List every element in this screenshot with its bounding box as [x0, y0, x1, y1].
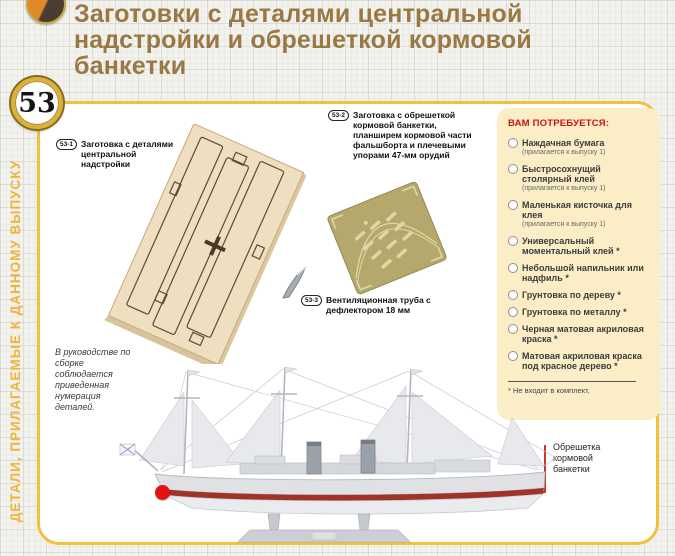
part-label-text: Заготовка с обрешеткой кормовой банкетки, планширем кормовой части фальшборта и плечевыми упорами 47-мм орудий: [353, 110, 472, 160]
part-label-text: Вентиляционная труба с дефлектором 18 мм: [326, 295, 431, 315]
page-title: [74, 1, 634, 79]
sidebar-vertical-label: ДЕТАЛИ, ПРИЛАГАЕМЫЕ К ДАННОМУ ВЫПУСКУ: [8, 159, 23, 523]
numbering-note: В руководстве по сборке соблюдается приведенная нумерация деталей.: [55, 347, 131, 412]
part-label-53-3: [301, 295, 436, 315]
circle-bullet-icon: [508, 290, 518, 300]
brass-sheet: [327, 182, 447, 295]
requirement-name: Черная матовая акриловая краска *: [522, 324, 644, 344]
part-label-53-2: [328, 110, 476, 160]
circle-bullet-icon: [508, 263, 518, 273]
requirement-item: [508, 164, 649, 193]
ship-stand: [238, 514, 410, 542]
page-title-line: надстройки и обрешеткой кормовой: [74, 26, 532, 54]
issue-number-badge: 53: [11, 77, 63, 129]
part-label-53-1: [56, 139, 181, 169]
mast-flags: [188, 367, 423, 376]
requirements-title: ВАМ ПОТРЕБУЕТСЯ:: [508, 118, 610, 129]
part-id-badge: 53-3: [301, 295, 322, 306]
ship-illustration: [100, 356, 560, 548]
publisher-logo-icon: [26, 0, 66, 24]
circle-bullet-icon: [508, 200, 518, 210]
page-title-line: Заготовки с деталями центральной: [74, 0, 523, 28]
requirement-note: (прилагается к выпуску 1): [522, 149, 606, 156]
ship-callout-label: Обрешетка кормовой банкетки: [553, 442, 601, 474]
part-id-badge: 53-2: [328, 110, 349, 121]
requirement-name: Быстросохнущий столярный клей: [522, 164, 601, 184]
ship-hull: [155, 472, 545, 514]
requirement-item: [508, 200, 649, 229]
requirements-footnote: * Не входит в комплект.: [508, 386, 590, 395]
page-title-line: банкетки: [74, 52, 187, 80]
circle-bullet-icon: [508, 236, 518, 246]
requirement-name: Небольшой напильник или надфиль *: [522, 263, 644, 283]
requirement-name: Грунтовка по дереву *: [522, 290, 621, 300]
requirement-name: Грунтовка по металлу *: [522, 307, 627, 317]
requirement-note: (прилагается к выпуску 1): [522, 221, 606, 228]
highlight-dot: [155, 485, 170, 500]
requirement-name: Универсальный моментальный клей *: [522, 236, 620, 256]
requirement-item: [508, 324, 649, 344]
part-label-text: Заготовка с деталями центральной надстройки: [81, 139, 174, 169]
requirement-note: (прилагается к выпуску 1): [522, 185, 606, 192]
requirement-item: [508, 263, 649, 283]
requirement-item: [508, 290, 649, 300]
circle-bullet-icon: [508, 164, 518, 174]
circle-bullet-icon: [508, 307, 518, 317]
etched-brass-sheet-illustration: [314, 182, 460, 298]
circle-bullet-icon: [508, 138, 518, 148]
requirement-item: [508, 138, 649, 157]
part-id-badge: 53-1: [56, 139, 77, 150]
requirement-item: [508, 307, 649, 317]
requirement-name: Маленькая кисточка для клея: [522, 200, 632, 220]
requirement-name: Матовая акриловая краска под красное дерево *: [522, 351, 642, 371]
requirement-name: Наждачная бумага: [522, 138, 605, 148]
requirement-item: [508, 236, 649, 256]
circle-bullet-icon: [508, 324, 518, 334]
naval-ensign-flag: [120, 444, 135, 455]
